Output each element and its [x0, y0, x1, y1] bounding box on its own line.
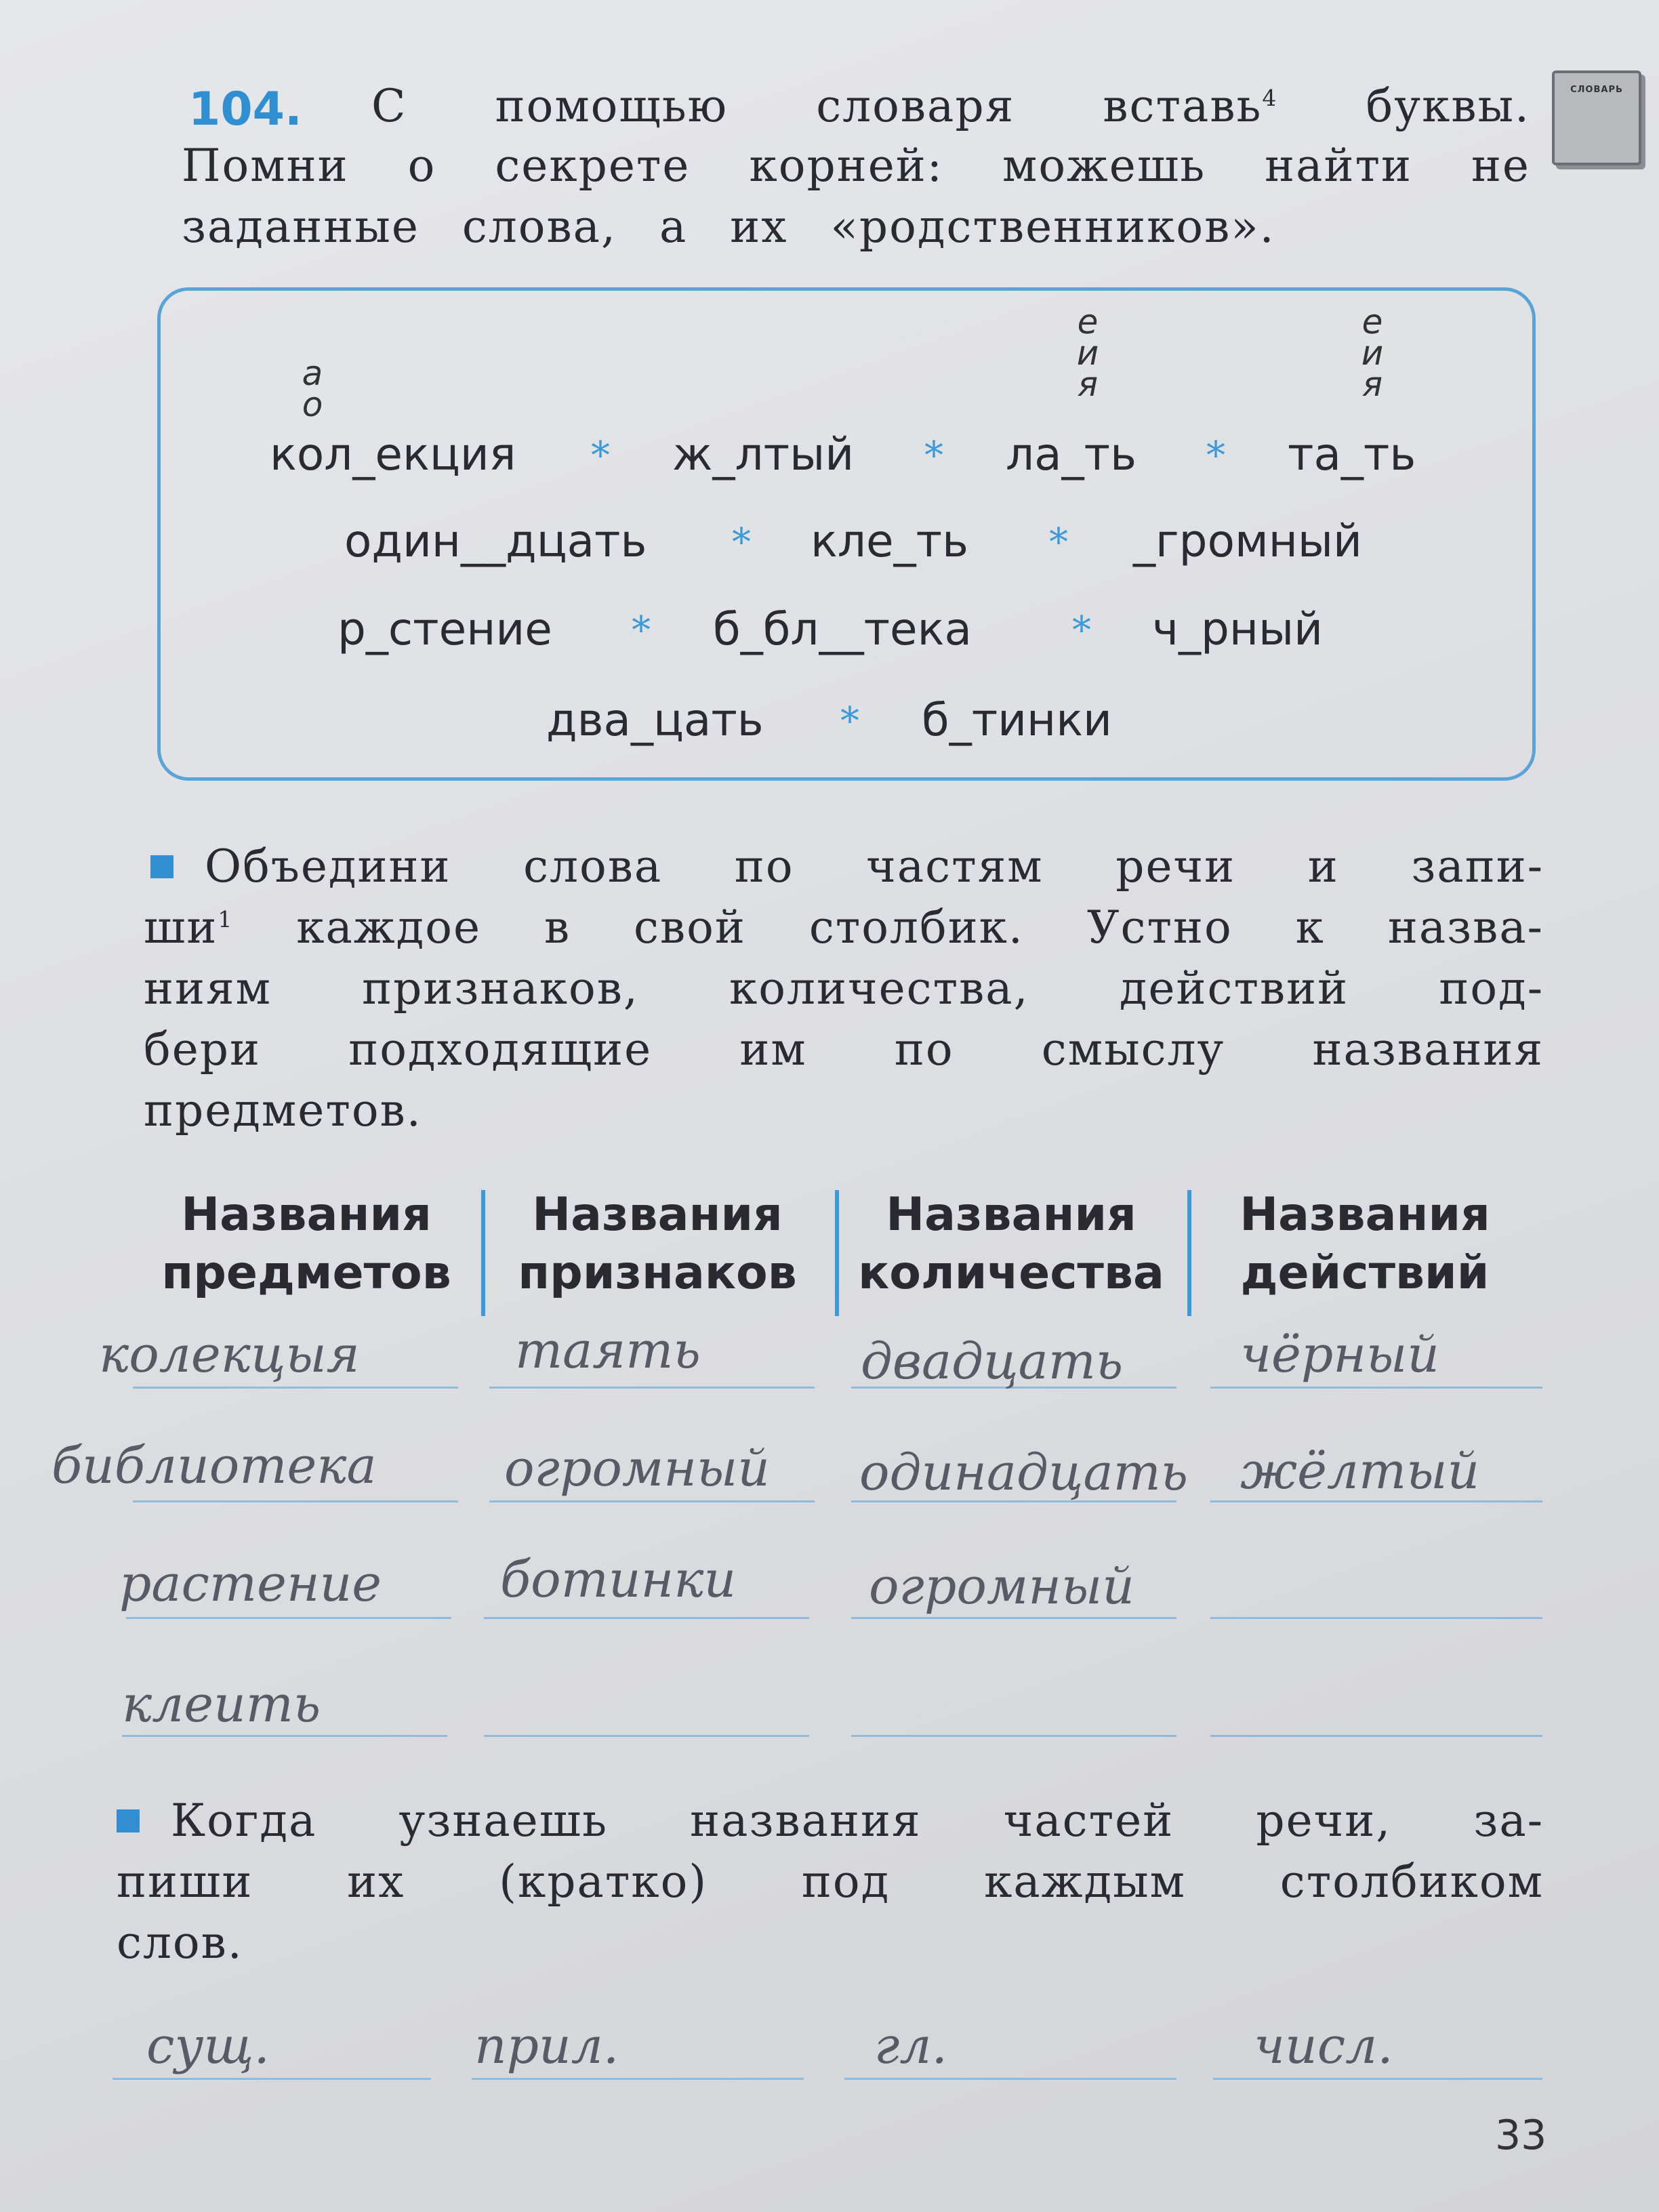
writing-line — [122, 1735, 447, 1737]
vowel-hint-layat: е и я — [1076, 302, 1099, 404]
handwritten-answer: огромный — [504, 1439, 770, 1498]
handwritten-answer: колекцыя — [99, 1326, 360, 1384]
star-separator: * — [632, 609, 651, 653]
writing-line — [1210, 1387, 1542, 1389]
word-kollektsiya: кол_екция — [270, 428, 516, 480]
writing-line — [489, 1500, 815, 1502]
task2-line-2: пиши их (кратко) под каждым столбиком — [117, 1856, 1544, 1908]
vowel-hint-kollektsiya: а о — [302, 354, 323, 424]
task1-line-1: Объедини слова по частям речи и запи- — [205, 840, 1544, 893]
column-header-deystviya: Названия действий — [1240, 1188, 1490, 1300]
writing-line — [844, 2078, 1176, 2080]
writing-line — [1210, 1617, 1542, 1619]
writing-line — [489, 1387, 815, 1389]
star-separator: * — [1206, 434, 1225, 478]
handwritten-answer: таять — [515, 1322, 701, 1380]
writing-line — [851, 1617, 1176, 1619]
writing-line — [472, 2078, 804, 2080]
writing-line — [484, 1617, 809, 1619]
column-separator — [1187, 1190, 1191, 1316]
handwritten-answer: растение — [119, 1555, 382, 1613]
handwritten-answer: гл. — [874, 2017, 948, 2075]
word-biblioteka: б_бл__тека — [713, 603, 972, 655]
book-icon: СЛОВАРЬ — [1552, 70, 1641, 165]
writing-line — [1213, 2078, 1542, 2080]
star-separator: * — [591, 434, 610, 478]
writing-line — [484, 1735, 809, 1737]
word-odinnadtsat: один__дцать — [344, 515, 647, 567]
handwritten-answer: сущ. — [146, 2017, 270, 2075]
exercise-instruction-line-3: заданные слова, а их «родственников». — [182, 201, 1275, 253]
word-botinki: б_тинки — [922, 694, 1112, 746]
handwritten-answer: двадцать — [861, 1332, 1124, 1391]
handwritten-answer: библиотека — [52, 1437, 377, 1495]
word-rastenie: р_стение — [337, 603, 552, 655]
word-chernyy: ч_рный — [1152, 603, 1324, 655]
writing-line — [851, 1735, 1176, 1737]
word-ogromnyy: _громный — [1133, 515, 1362, 567]
word-dvadtsat: два_цать — [546, 694, 764, 746]
handwritten-answer: клеить — [122, 1675, 321, 1734]
page-number: 33 — [1495, 2112, 1547, 2159]
writing-line — [1210, 1735, 1542, 1737]
task-bullet — [117, 1809, 140, 1832]
task1-line-5: предметов. — [144, 1084, 422, 1136]
handwritten-answer: числ. — [1254, 2017, 1393, 2075]
word-kleit: кле_ть — [811, 515, 968, 567]
writing-line — [112, 2078, 431, 2080]
word-zheltyy: ж_лтый — [672, 428, 855, 480]
task1-line-4: бери подходящие им по смыслу названия — [144, 1023, 1544, 1076]
word-tayat: та_ть — [1288, 428, 1416, 480]
task1-line-3: ниям признаков, количества, действий под- — [144, 962, 1544, 1015]
column-separator — [481, 1190, 485, 1316]
exercise-number: 104. — [188, 83, 302, 136]
handwritten-answer: одинадцать — [859, 1443, 1189, 1502]
star-separator: * — [924, 434, 943, 478]
handwritten-answer: ботинки — [500, 1551, 737, 1609]
handwritten-answer: жёлтый — [1240, 1442, 1480, 1500]
task-bullet — [150, 855, 173, 878]
column-separator — [835, 1190, 839, 1316]
vowel-hint-tayat: е и я — [1361, 302, 1384, 404]
star-separator: * — [1072, 609, 1091, 653]
handwritten-answer: прил. — [474, 2017, 619, 2075]
task2-line-3: слов. — [117, 1917, 243, 1969]
column-header-kolichestvo: Названия количества — [858, 1188, 1164, 1300]
writing-line — [133, 1387, 458, 1389]
task2-line-1: Когда узнаешь названия частей речи, за- — [171, 1795, 1544, 1847]
column-header-priznaki: Названия признаков — [518, 1188, 797, 1300]
writing-line — [133, 1500, 458, 1502]
word-layat: ла_ть — [1006, 428, 1136, 480]
writing-line — [126, 1617, 451, 1619]
column-header-predmety: Названия предметов — [161, 1188, 451, 1300]
star-separator: * — [732, 520, 751, 565]
handwritten-answer: огромный — [869, 1557, 1134, 1616]
exercise-instruction-line-2: Помни о секрете корней: можешь найти не — [182, 140, 1530, 192]
handwritten-answer: чёрный — [1240, 1326, 1439, 1384]
exercise-instruction-line-1: С помощью словаря вставь$^4$ буквы. — [371, 80, 1530, 132]
star-separator: * — [840, 699, 859, 743]
star-separator: * — [1049, 520, 1068, 565]
task1-line-2: $ши^1$ каждое в свой столбик. Устно к назва- — [144, 901, 1544, 954]
writing-line — [1210, 1500, 1542, 1502]
